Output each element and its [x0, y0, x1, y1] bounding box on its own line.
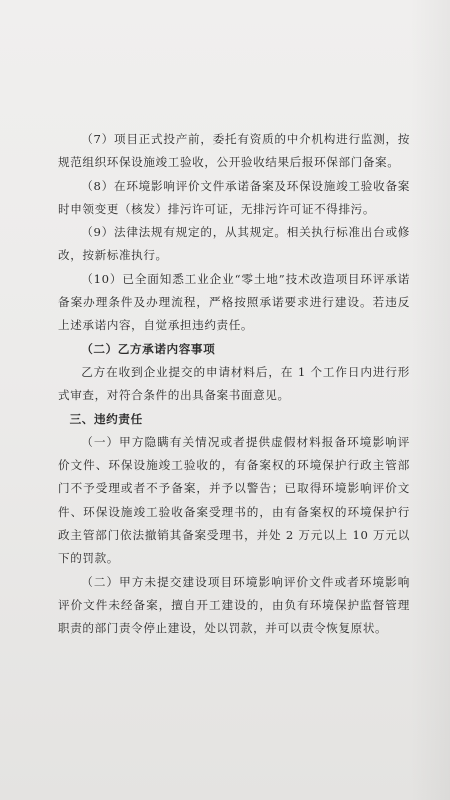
section-heading-party-b: （二）乙方承诺内容事项	[81, 341, 216, 356]
liability-clause-1: （一）甲方隐瞒有关情况或者提供虚假材料报备环境影响评价文件、环保设施竣工验收的，有备案权的环境保护行政主管部门不予受理或者不予备案，并予以警告；已取得环境影响评价文件、环保设施竣工验收备案受理书的，由有备案权的环境保护行政主管部门依法撤销其备案受理书，并处 2 万元以上 10 万元以下的罚款。	[58, 434, 410, 566]
clause-10: （10）已全面知悉工业企业“零土地”技术改造项目环评承诺备案办理条件及办理流程，严格按照承诺要求进行建设。若违反上述承诺内容，自觉承担违约责任。	[58, 271, 410, 333]
clause-9: （9）法律法规有规定的，从其规定。相关执行标准出台或修改，按新标准执行。	[58, 225, 410, 263]
clause-8: （8）在环境影响评价文件承诺备案及环保设施竣工验收备案时申领变更（核发）排污许可证，无排污许可证不得排污。	[58, 178, 410, 216]
liability-clause-2: （二）甲方未提交建设项目环境影响评价文件或者环境影响评价文件未经备案，擅自开工建设的，由负有环境保护监督管理职责的部门责令停止建设，处以罚款，并可以责令恢复原状。	[58, 574, 410, 636]
document-body	[58, 128, 410, 641]
party-b-commitment: 乙方在收到企业提交的申请材料后，在 1 个工作日内进行形式审查，对符合条件的出具备案书面意见。	[58, 364, 410, 403]
section-heading-liability: 三、违约责任	[69, 411, 143, 426]
page-shadow	[410, 0, 450, 800]
clause-7: （7）项目正式投产前，委托有资质的中介机构进行监测，按规范组织环保设施竣工验收，公开验收结果后报环保部门备案。	[58, 132, 410, 170]
